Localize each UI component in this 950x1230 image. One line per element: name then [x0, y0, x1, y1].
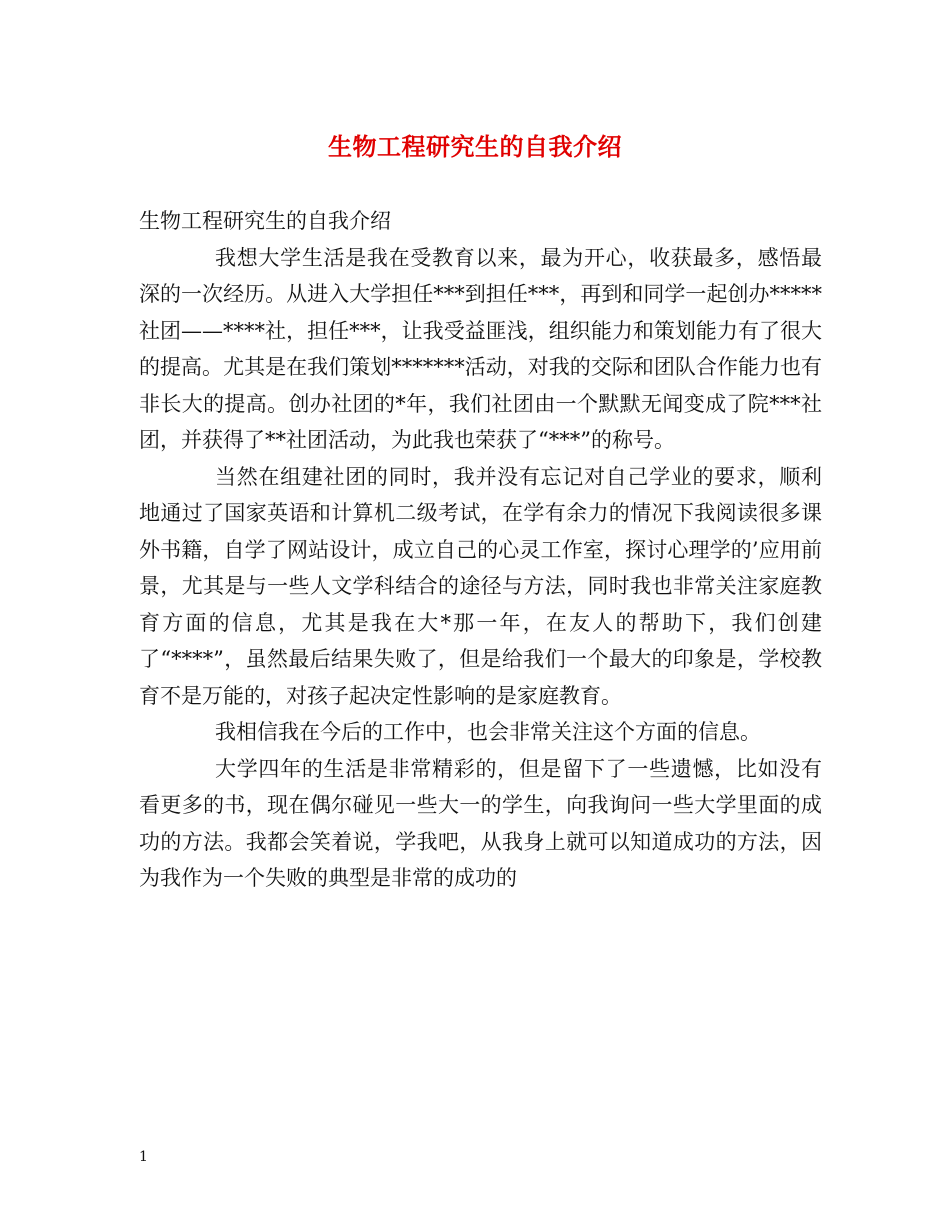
- paragraph-1: 我想大学生活是我在受教育以来，最为开心，收获最多，感悟最深的一次经历。从进入大学担任***到担任***，再到和同学一起创办*****社团——****社，担任***，让我受益匪浅，组织能力和策划能力有了很大的提高。尤其是在我们策划*******活动，对我的交际和团队合作能力也有非长大的提高。创办社团的*年，我们社团由一个默默无闻变成了院***社团，并获得了**社团活动，为此我也荣获了“***”的称号。: [139, 245, 822, 452]
- document-title: 生物工程研究生的自我介绍: [328, 132, 622, 161]
- paragraph-3: 我相信我在今后的工作中，也会非常关注这个方面的信息。: [215, 720, 761, 744]
- document-subtitle: 生物工程研究生的自我介绍: [139, 209, 391, 233]
- document-body: [139, 203, 822, 897]
- page-number: 1: [139, 1149, 148, 1165]
- paragraph-4: 大学四年的生活是非常精彩的，但是留下了一些遗憾，比如没有看更多的书，现在偶尔碰见一些大一的学生，向我询问一些大学里面的成功的方法。我都会笑着说，学我吧，从我身上就可以知道成功的方法，因为我作为一个失败的典型是非常的成功的: [139, 756, 822, 890]
- paragraph-2: 当然在组建社团的同时，我并没有忘记对自己学业的要求，顺利地通过了国家英语和计算机二级考试，在学有余力的情况下我阅读很多课外书籍，自学了网站设计，成立自己的心灵工作室，探讨心理学的’应用前景，尤其是与一些人文学科结合的途径与方法，同时我也非常关注家庭教育方面的信息，尤其是我在大*那一年，在友人的帮助下，我们创建了“****”，虽然最后结果失败了，但是给我们一个最大的印象是，学校教育不是万能的，对孩子起决定性影响的是家庭教育。: [139, 464, 822, 708]
